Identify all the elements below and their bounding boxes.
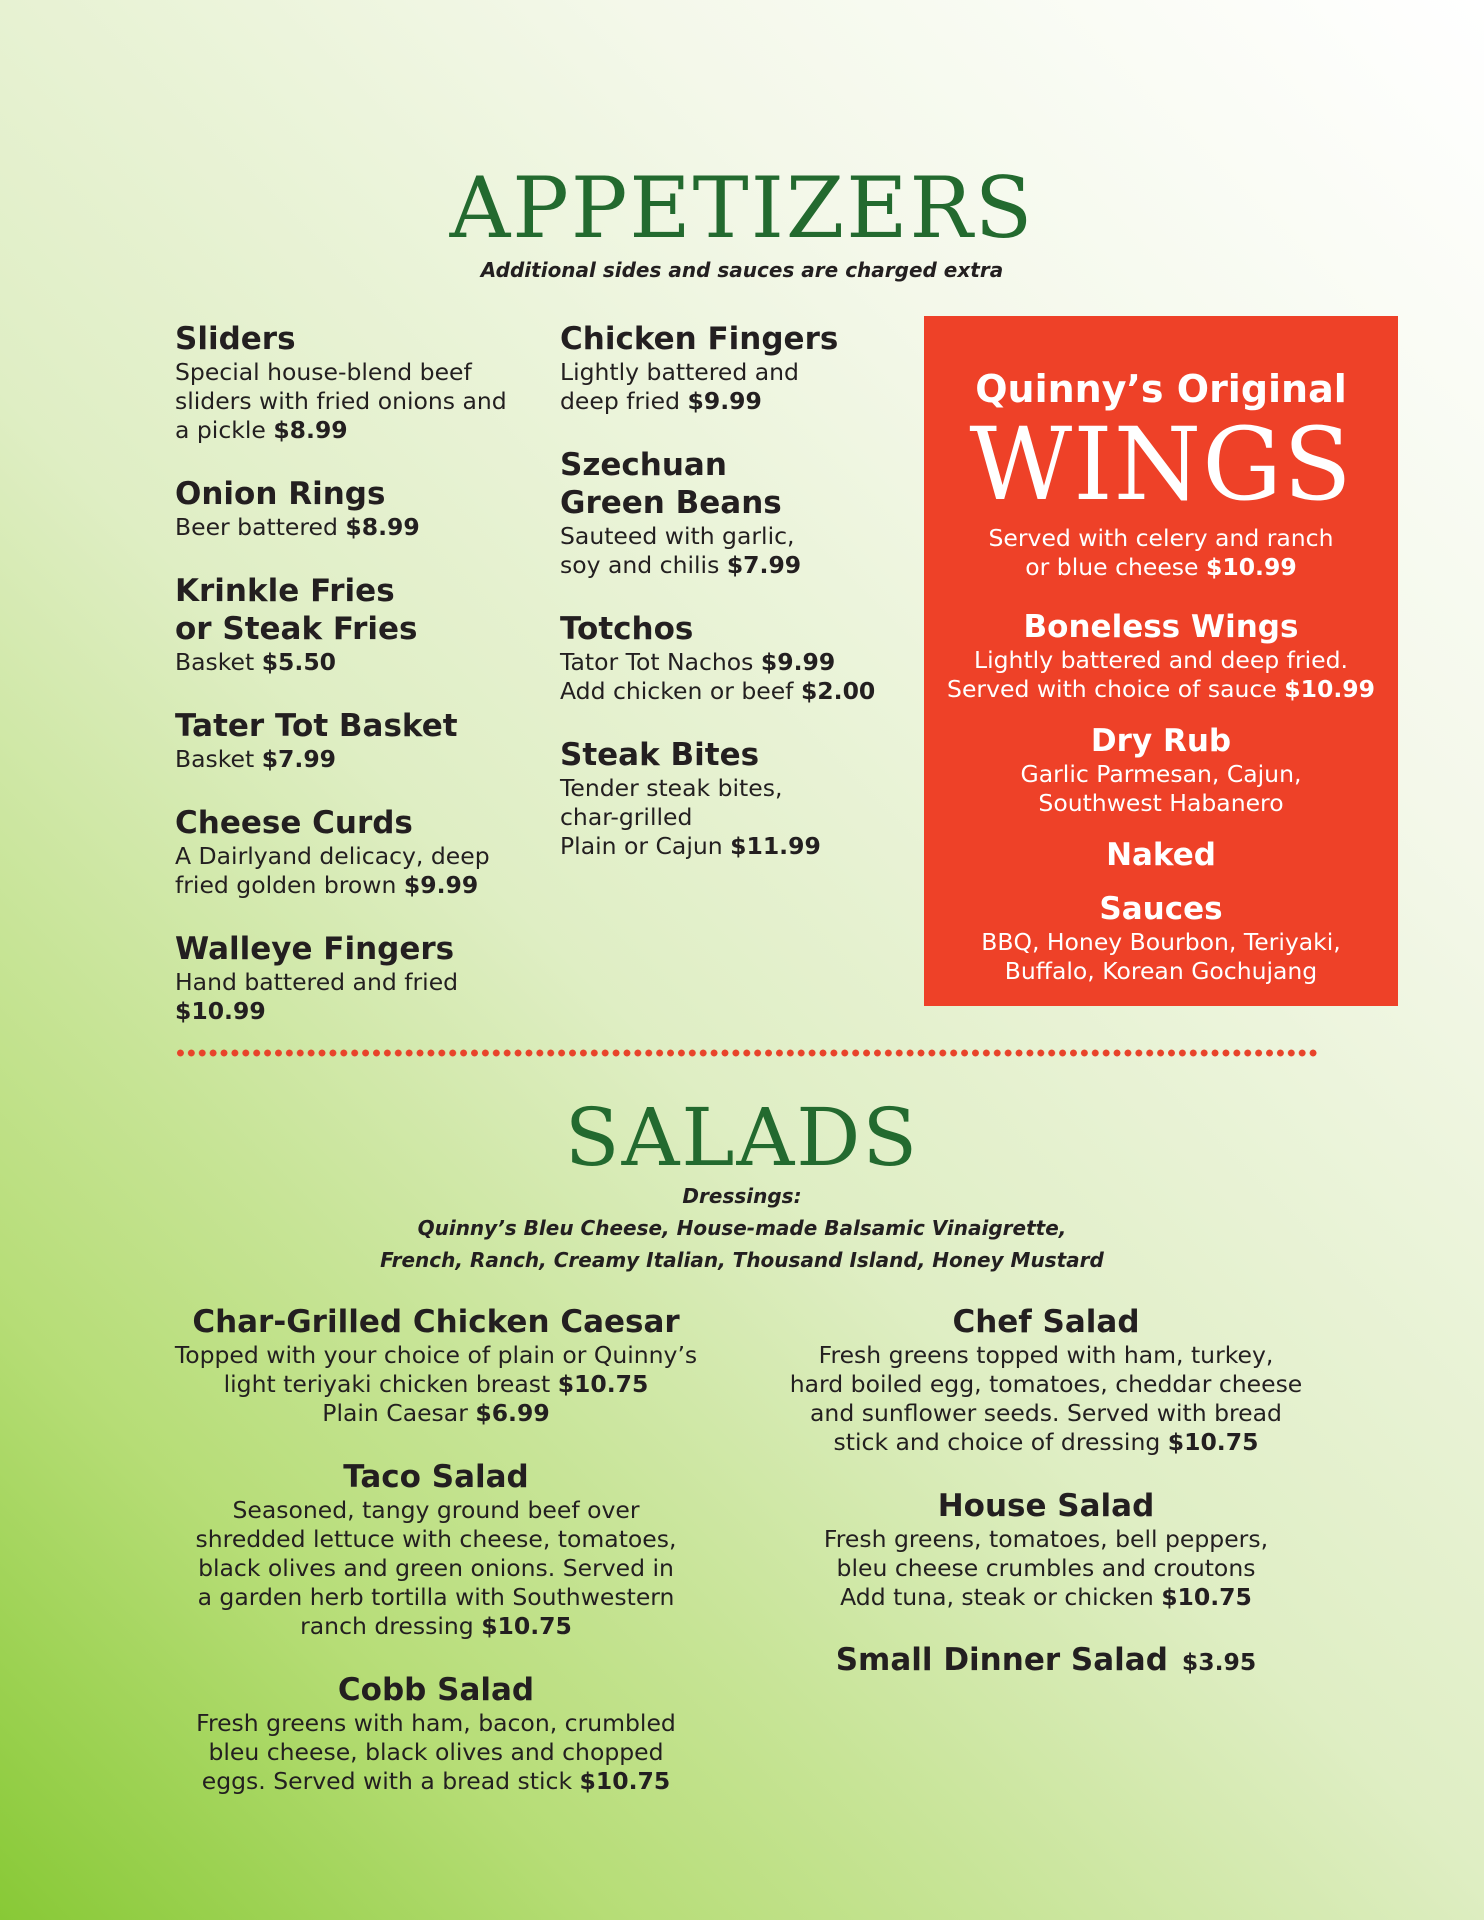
item-desc: Tator Tot Nachos $9.99 Add chicken or beef $2.00 bbox=[560, 648, 876, 705]
dressings-label: Dressings: bbox=[682, 1184, 802, 1208]
item-name: House Salad bbox=[937, 1488, 1155, 1524]
menu-item-small-dinner-salad bbox=[770, 1642, 1322, 1678]
menu-item-tater-tot-basket bbox=[175, 707, 555, 774]
item-name: Sauces bbox=[1099, 891, 1223, 927]
item-price: $6.99 bbox=[475, 1399, 550, 1427]
salads-column-left bbox=[160, 1303, 712, 1826]
item-price: $10.75 bbox=[579, 1767, 671, 1795]
item-name: Cobb Salad bbox=[337, 1672, 535, 1708]
wings-title: WINGS bbox=[969, 406, 1353, 523]
salads-column-right bbox=[770, 1303, 1322, 1708]
item-name: Char-Grilled Chicken Caesar bbox=[192, 1304, 680, 1340]
menu-item-totchos bbox=[560, 610, 910, 706]
wings-subtitle: Quinny’s Original bbox=[975, 367, 1347, 411]
item-desc: Lightly battered and deep fried $9.99 bbox=[560, 358, 799, 415]
item-desc: Topped with your choice of plain or Quinny’s light teriyaki chicken breast $10.75 Plain Caesar $6.99 bbox=[174, 1341, 698, 1427]
item-desc: Hand battered and fried $10.99 bbox=[175, 968, 459, 1025]
salads-title: SALADS bbox=[564, 1091, 920, 1184]
item-price: $11.99 bbox=[730, 832, 821, 860]
menu-item-cobb-salad bbox=[160, 1671, 712, 1796]
dressings-list bbox=[0, 1180, 1484, 1276]
menu-item-boneless-wings bbox=[924, 608, 1398, 704]
dressings-line: French, Ranch, Creamy Italian, Thousand Island, Honey Mustard bbox=[380, 1248, 1104, 1272]
menu-item-sauces bbox=[924, 890, 1398, 986]
menu-item-krinkle-fries bbox=[175, 572, 555, 677]
item-price: $10.99 bbox=[1206, 553, 1297, 581]
item-price: $8.99 bbox=[273, 416, 348, 444]
menu-item-naked bbox=[924, 836, 1398, 874]
item-price: $10.99 bbox=[175, 997, 266, 1025]
item-desc: Beer battered $8.99 bbox=[175, 513, 420, 541]
item-desc: Tender steak bites, char-grilled Plain or Cajun $11.99 bbox=[560, 774, 821, 860]
menu-item-taco-salad bbox=[160, 1458, 712, 1641]
item-name: Chicken Fingers bbox=[560, 321, 839, 357]
item-name: Tater Tot Basket bbox=[175, 708, 458, 744]
item-desc: Fresh greens with ham, bacon, crumbled bleu cheese, black olives and chopped eggs. Served with a bread stick $10.75 bbox=[196, 1709, 676, 1795]
menu-item-cheese-curds bbox=[175, 804, 555, 900]
item-name: Krinkle Fries or Steak Fries bbox=[175, 573, 418, 647]
item-name: Totchos bbox=[560, 611, 694, 647]
item-price: $10.75 bbox=[1161, 1583, 1252, 1611]
item-name: Szechuan Green Beans bbox=[560, 447, 782, 521]
item-name: Sliders bbox=[175, 321, 296, 357]
menu-item-house-salad bbox=[770, 1487, 1322, 1612]
item-price: $10.99 bbox=[1284, 675, 1375, 703]
item-desc: Sauteed with garlic, soy and chilis $7.99 bbox=[560, 522, 802, 579]
appetizers-note: Additional sides and sauces are charged extra bbox=[480, 258, 1004, 282]
wings-main bbox=[924, 524, 1398, 582]
item-price: $9.99 bbox=[687, 387, 762, 415]
menu-item-onion-rings bbox=[175, 475, 555, 542]
item-name: Taco Salad bbox=[343, 1459, 529, 1495]
item-name: Naked bbox=[1106, 837, 1216, 873]
item-name: Cheese Curds bbox=[175, 805, 413, 841]
item-name: Walleye Fingers bbox=[175, 931, 455, 967]
item-desc: Special house-blend beef sliders with fried onions and a pickle $8.99 bbox=[175, 358, 507, 444]
item-desc: BBQ, Honey Bourbon, Teriyaki, Buffalo, Korean Gochujang bbox=[981, 928, 1341, 985]
menu-item-chicken-caesar bbox=[160, 1303, 712, 1428]
menu-item-szechuan-green-beans bbox=[560, 446, 910, 580]
dotted-divider bbox=[175, 1048, 1320, 1058]
menu-item-steak-bites bbox=[560, 736, 910, 861]
item-desc: Seasoned, tangy ground beef over shredded lettuce with cheese, tomatoes, black olives and green onions. Served in a garden herb tortilla with Southwestern ranch dressing $10.75 bbox=[195, 1496, 677, 1640]
item-name: Boneless Wings bbox=[1023, 609, 1299, 645]
menu-item-dry-rub bbox=[924, 722, 1398, 818]
item-name: Small Dinner Salad bbox=[835, 1642, 1168, 1678]
item-desc: A Dairlyand delicacy, deep fried golden brown $9.99 bbox=[175, 842, 490, 899]
menu-item-walleye-fingers bbox=[175, 930, 555, 1026]
item-name: Onion Rings bbox=[175, 476, 386, 512]
item-price: $5.50 bbox=[261, 648, 337, 676]
appetizers-title: APPETIZERS bbox=[449, 159, 1035, 257]
item-desc: Lightly battered and deep fried. Served with choice of sauce $10.99 bbox=[947, 646, 1375, 703]
item-name: Chef Salad bbox=[952, 1304, 1140, 1340]
item-desc: Basket $7.99 bbox=[175, 745, 337, 773]
item-price: $9.99 bbox=[403, 871, 479, 899]
dressings-line: Quinny’s Bleu Cheese, House-made Balsamic Vinaigrette, bbox=[417, 1216, 1067, 1240]
menu-item-chicken-fingers bbox=[560, 320, 910, 416]
menu-item-sliders bbox=[175, 320, 555, 445]
wings-panel bbox=[924, 316, 1398, 1006]
item-price: $10.75 bbox=[557, 1370, 649, 1398]
item-price: $9.99 bbox=[760, 648, 836, 676]
item-price: $7.99 bbox=[726, 551, 802, 579]
appetizers-column-2 bbox=[560, 320, 910, 891]
item-name: Steak Bites bbox=[560, 737, 760, 773]
item-price: $10.75 bbox=[1167, 1428, 1259, 1456]
item-price: $8.99 bbox=[345, 513, 420, 541]
item-price: $10.75 bbox=[481, 1612, 572, 1640]
item-price: $7.99 bbox=[261, 745, 337, 773]
menu-item-chef-salad bbox=[770, 1303, 1322, 1457]
item-desc: Basket $5.50 bbox=[175, 648, 337, 676]
item-desc: Fresh greens topped with ham, turkey, hard boiled egg, tomatoes, cheddar cheese and sunflower seeds. Served with bread stick and choice of dressing $10.75 bbox=[789, 1341, 1303, 1456]
item-price: $2.00 bbox=[800, 677, 876, 705]
appetizers-column-1 bbox=[175, 320, 555, 1056]
item-desc: Served with celery and ranch or blue cheese $10.99 bbox=[988, 524, 1334, 581]
item-name: Dry Rub bbox=[1090, 723, 1232, 759]
item-desc: Garlic Parmesan, Cajun, Southwest Habanero bbox=[1020, 760, 1302, 817]
item-desc: Fresh greens, tomatoes, bell peppers, bleu cheese crumbles and croutons Add tuna, steak or chicken $10.75 bbox=[823, 1525, 1269, 1611]
item-price: $3.95 bbox=[1181, 1648, 1257, 1676]
